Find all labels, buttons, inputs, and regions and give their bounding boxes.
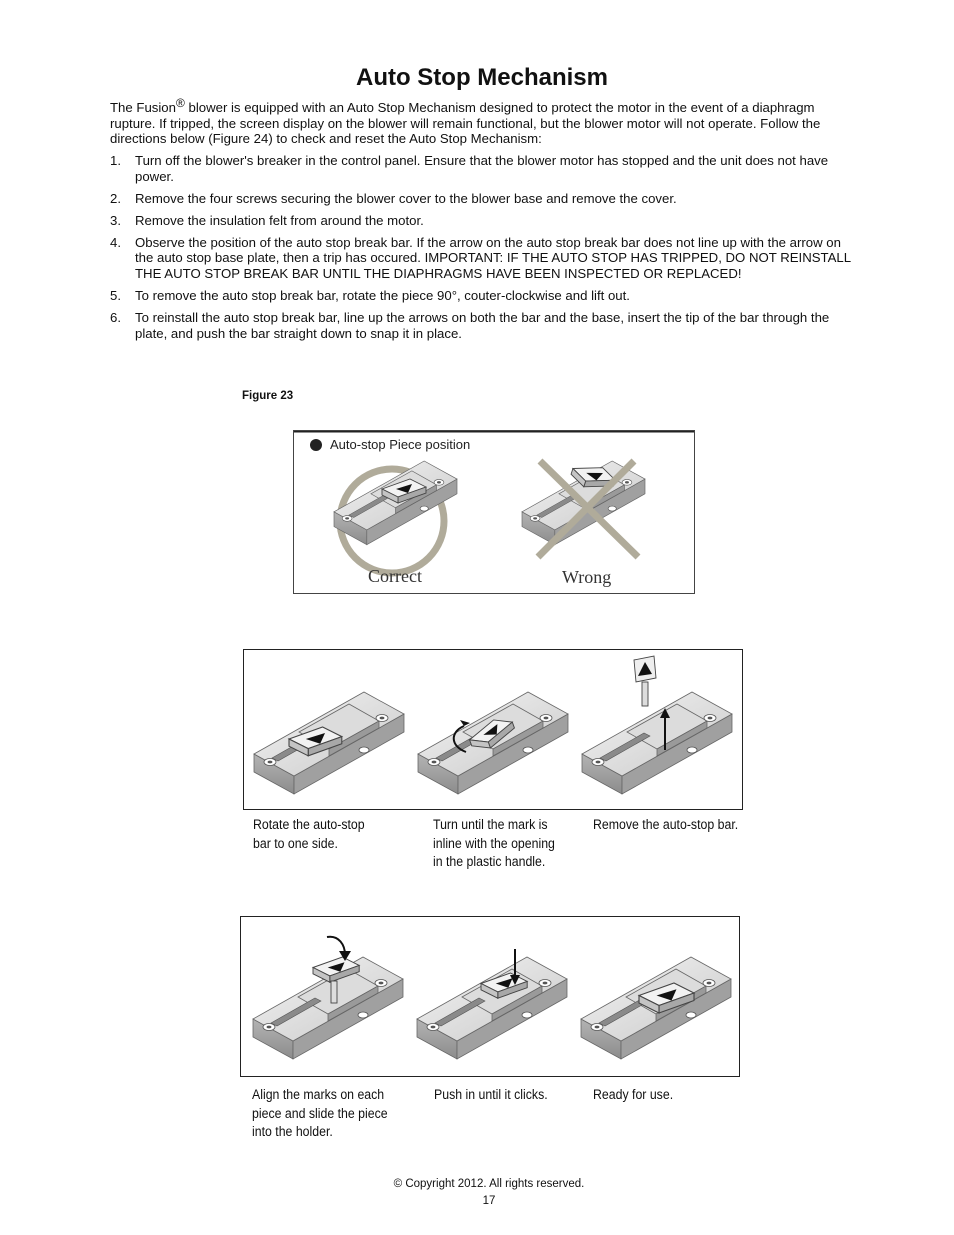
page-number: 17 (482, 1195, 496, 1207)
instruction-steps (110, 153, 855, 348)
install-sequence-art (241, 917, 739, 1076)
step-3: 3. Remove the insulation felt from around the motor. (110, 212, 424, 228)
removal-caption-3: Remove the auto-stop bar. (593, 817, 739, 832)
install-caption-1: Align the marks on each piece and slide the piece into the holder. (252, 1087, 388, 1139)
figure-label: Figure 23 (242, 390, 294, 402)
correct-label: Correct (368, 566, 422, 586)
removal-sequence-art (244, 650, 742, 809)
install-caption-2: Push in until it clicks. (434, 1087, 548, 1102)
step-5: 5. To remove the auto stop break bar, rotate the piece 90°, couter-clockwise and lift out. (110, 288, 630, 304)
intro-brand: The Fusion (110, 100, 176, 115)
removal-caption-2: Turn until the mark is inline with the opening in the plastic handle. (433, 817, 555, 869)
wrong-label: Wrong (562, 567, 612, 587)
step-1: 1. Turn off the blower's breaker in the control panel. Ensure that the blower motor has stopped and the unit does not have power. (110, 153, 829, 184)
step-2: 2. Remove the four screws securing the blower cover to the blower base and remove the cover. (110, 190, 677, 206)
copyright-notice: © Copyright 2012. All rights reserved. (393, 1178, 585, 1190)
intro-text: blower is equipped with an Auto Stop Mechanism designed to protect the motor in the event of a diaphragm rupture. If tripped, the screen display on the blower will remain functional, but the blower motor will not operate. Follow the directions below (Figure 24) to check and reset the Auto Stop Mechanism: (110, 100, 821, 147)
removal-caption-1: Rotate the auto-stop bar to one side. (253, 817, 365, 851)
figure23-header: Auto-stop Piece position (330, 437, 471, 452)
install-caption-3: Ready for use. (593, 1087, 674, 1102)
figure-auto-stop-position (293, 430, 695, 594)
step-6: 6. To reinstall the auto stop break bar, line up the arrows on both the bar and the base, insert the tip of the bar through the plate, and push the bar straight down to snap it in place. (110, 310, 830, 341)
bullet-icon (310, 439, 322, 451)
registered-mark: ® (175, 96, 185, 110)
step-4: 4. Observe the position of the auto stop break bar. If the arrow on the auto stop break bar does not line up with the arrow on the auto stop base plate, then a trip has occured. IMPORTANT: IF THE AUTO STOP HAS TRIPPED, DO NOT REINSTALL THE AUTO STOP BREAK BAR UNTIL THE DIAPHRAGMS HAVE BEEN INSPECTED OR REPLACED! (110, 234, 851, 282)
figure-auto-stop-position-art (294, 431, 694, 593)
page-title: Auto Stop Mechanism (355, 64, 608, 91)
install-sequence-figure (240, 916, 740, 1077)
removal-sequence-figure (243, 649, 743, 810)
intro-paragraph (110, 96, 850, 147)
